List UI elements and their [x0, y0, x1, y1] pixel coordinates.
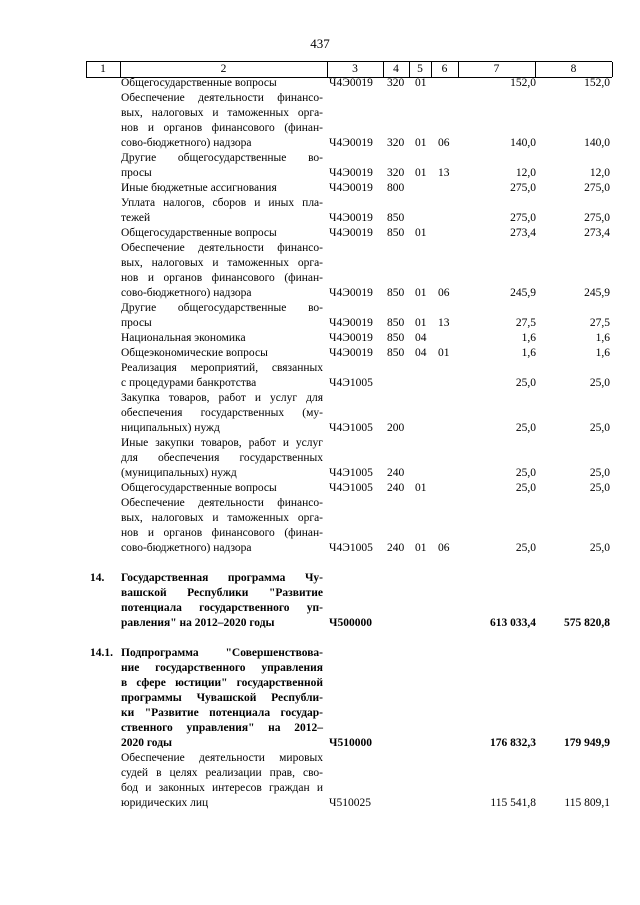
row-description [121, 751, 323, 811]
cell-col-4: 850 [387, 212, 405, 224]
description-line: Обеспечение деятельности мировых [121, 752, 323, 764]
cell-col-7: 275,0 [510, 212, 536, 224]
cell-col-3: Ч4Э0019 [329, 317, 373, 329]
cell-col-8: 275,0 [584, 212, 610, 224]
cell-col-4: 200 [387, 422, 405, 434]
cell-col-3: Ч510000 [329, 737, 372, 749]
header-col-5: 5 [417, 63, 423, 75]
header-divider [612, 62, 613, 77]
table-row [0, 196, 640, 226]
cell-col-3: Ч4Э0019 [329, 287, 373, 299]
cell-col-8: 25,0 [589, 467, 610, 479]
cell-col-7: 273,4 [510, 227, 536, 239]
cell-col-7: 176 832,3 [490, 737, 536, 749]
cell-col-7: 12,0 [515, 167, 536, 179]
table-row [0, 751, 640, 811]
cell-col-8: 273,4 [584, 227, 610, 239]
cell-col-3: Ч510025 [329, 797, 371, 809]
description-line: Общеэкономические вопросы [121, 347, 268, 359]
table-row [0, 391, 640, 436]
description-line: Уплата налогов, сборов и иных пла- [121, 197, 323, 209]
description-line: равления" на 2012–2020 годы [121, 617, 275, 629]
description-line: Иные закупки товаров, работ и услуг [121, 437, 323, 449]
cell-col-3: Ч4Э0019 [329, 137, 373, 149]
row-number: 14. [90, 572, 105, 584]
cell-col-3: Ч4Э0019 [329, 167, 373, 179]
cell-col-8: 12,0 [589, 167, 610, 179]
cell-col-5: 01 [415, 287, 427, 299]
description-line: обеспечения государственных (му- [121, 407, 323, 419]
description-line: просы [121, 317, 152, 329]
cell-col-8: 1,6 [595, 347, 610, 359]
description-line: в сфере юстиции" государственной [121, 677, 323, 689]
cell-col-7: 1,6 [521, 332, 536, 344]
cell-col-8: 140,0 [584, 137, 610, 149]
table-row [0, 346, 640, 361]
description-line: потенциала государственного уп- [121, 602, 323, 614]
cell-col-7: 140,0 [510, 137, 536, 149]
table-row [0, 301, 640, 331]
header-col-7: 7 [493, 63, 500, 75]
description-line: для обеспечения государственных [121, 452, 323, 464]
cell-col-3: Ч4Э1005 [329, 422, 373, 434]
cell-col-8: 25,0 [589, 482, 610, 494]
description-line: сово-бюджетного) надзора [121, 137, 252, 149]
cell-col-6: 01 [438, 347, 450, 359]
table-row [0, 181, 640, 196]
cell-col-3: Ч4Э0019 [329, 332, 373, 344]
description-line: 2020 годы [121, 737, 173, 749]
table-row [0, 226, 640, 241]
description-line: юридических лиц [121, 797, 209, 809]
cell-col-5: 01 [415, 137, 427, 149]
cell-col-5: 01 [415, 482, 427, 494]
cell-col-4: 850 [387, 287, 405, 299]
cell-col-3: Ч4Э0019 [329, 212, 373, 224]
table-row [0, 331, 640, 346]
description-line: Подпрограмма "Совершенствова- [121, 647, 323, 659]
header-col-8: 8 [570, 63, 577, 75]
cell-col-4: 850 [387, 317, 405, 329]
cell-col-3: Ч4Э1005 [329, 482, 373, 494]
header-col-1: 1 [100, 63, 106, 75]
description-line: Другие общегосударственные во- [121, 152, 323, 164]
description-line: Закупка товаров, работ и услуг для [121, 392, 323, 404]
cell-col-8: 152,0 [584, 77, 610, 89]
description-line: тежей [121, 212, 151, 224]
description-line: сово-бюджетного) надзора [121, 542, 252, 554]
description-line: вашской Республики "Развитие [121, 587, 323, 599]
row-description [121, 226, 323, 241]
cell-col-3: Ч4Э0019 [329, 227, 373, 239]
cell-col-3: Ч500000 [329, 617, 372, 629]
row-description [121, 76, 323, 91]
cell-col-6: 06 [438, 542, 450, 554]
row-description [121, 436, 323, 481]
description-line: Национальная экономика [121, 332, 246, 344]
header-col-4: 4 [393, 63, 399, 75]
cell-col-8: 25,0 [589, 377, 610, 389]
cell-col-8: 115 809,1 [564, 797, 610, 809]
description-line: вых, налоговых и таможенных орга- [121, 107, 323, 119]
cell-col-7: 1,6 [521, 347, 536, 359]
description-line: сово-бюджетного) надзора [121, 287, 252, 299]
table-row [0, 481, 640, 496]
cell-col-8: 25,0 [589, 542, 610, 554]
table-row [0, 76, 640, 91]
cell-col-5: 01 [415, 317, 427, 329]
description-line: ниципальных) нужд [121, 422, 220, 434]
cell-col-5: 04 [415, 332, 427, 344]
description-line: вых, налоговых и таможенных орга- [121, 512, 323, 524]
description-line: вых, налоговых и таможенных орга- [121, 257, 323, 269]
description-line: программы Чувашской Республи- [121, 692, 323, 704]
cell-col-4: 240 [387, 542, 405, 554]
cell-col-4: 320 [387, 167, 405, 179]
cell-col-7: 245,9 [510, 287, 536, 299]
cell-col-6: 13 [438, 317, 450, 329]
cell-col-6: 13 [438, 167, 450, 179]
header-col-6: 6 [441, 63, 448, 75]
cell-col-8: 575 820,8 [564, 617, 610, 629]
description-line: с процедурами банкротства [121, 377, 257, 389]
description-line: просы [121, 167, 152, 179]
table-row [0, 436, 640, 481]
table-row [0, 646, 640, 751]
cell-col-5: 01 [415, 542, 427, 554]
header-col-2: 2 [220, 63, 227, 75]
cell-col-8: 245,9 [584, 287, 610, 299]
cell-col-3: Ч4Э1005 [329, 377, 373, 389]
cell-col-8: 275,0 [584, 182, 610, 194]
cell-col-7: 25,0 [515, 482, 536, 494]
row-description [121, 196, 323, 226]
row-description [121, 646, 323, 751]
row-description [121, 301, 323, 331]
row-description [121, 331, 323, 346]
description-line: Государственная программа Чу- [121, 572, 323, 584]
cell-col-8: 1,6 [595, 332, 610, 344]
row-description [121, 91, 323, 151]
description-line: нов и органов финансового (финан- [121, 122, 323, 134]
description-line: (муниципальных) нужд [121, 467, 237, 479]
cell-col-7: 25,0 [515, 467, 536, 479]
cell-col-7: 25,0 [515, 422, 536, 434]
row-description [121, 241, 323, 301]
cell-col-7: 275,0 [510, 182, 536, 194]
table-row [0, 496, 640, 556]
cell-col-8: 27,5 [589, 317, 610, 329]
cell-col-6: 06 [438, 287, 450, 299]
table-row [0, 361, 640, 391]
description-line: Иные бюджетные ассигнования [121, 182, 277, 194]
row-description [121, 181, 323, 196]
description-line: Общегосударственные вопросы [121, 482, 277, 494]
cell-col-3: Ч4Э1005 [329, 542, 373, 554]
cell-col-4: 240 [387, 467, 405, 479]
description-line: Обеспечение деятельности финансо- [121, 497, 323, 509]
cell-col-4: 320 [387, 77, 405, 89]
row-description [121, 346, 323, 361]
cell-col-3: Ч4Э1005 [329, 467, 373, 479]
description-line: нов и органов финансового (финан- [121, 527, 323, 539]
cell-col-7: 25,0 [515, 377, 536, 389]
cell-col-6: 06 [438, 137, 450, 149]
header-col-3: 3 [352, 63, 358, 75]
table-row [0, 241, 640, 301]
description-line: судей в целях реализации прав, сво- [121, 767, 323, 779]
cell-col-5: 01 [415, 227, 427, 239]
table-row [0, 91, 640, 151]
cell-col-5: 01 [415, 77, 427, 89]
row-description [121, 481, 323, 496]
cell-col-7: 115 541,8 [490, 797, 536, 809]
row-description [121, 496, 323, 556]
description-line: Реализация мероприятий, связанных [121, 362, 323, 374]
cell-col-7: 152,0 [510, 77, 536, 89]
cell-col-5: 01 [415, 167, 427, 179]
cell-col-3: Ч4Э0019 [329, 182, 373, 194]
description-line: нов и органов финансового (финан- [121, 272, 323, 284]
cell-col-8: 25,0 [589, 422, 610, 434]
cell-col-4: 850 [387, 332, 405, 344]
table-row [0, 151, 640, 181]
cell-col-4: 850 [387, 347, 405, 359]
page-number: 437 [310, 36, 330, 51]
description-line: бод и законных интересов граждан и [121, 782, 323, 794]
cell-col-8: 179 949,9 [564, 737, 610, 749]
description-line: ственного управления" на 2012– [121, 722, 323, 734]
cell-col-7: 25,0 [515, 542, 536, 554]
description-line: Общегосударственные вопросы [121, 77, 277, 89]
description-line: Обеспечение деятельности финансо- [121, 242, 323, 254]
cell-col-4: 240 [387, 482, 405, 494]
cell-col-4: 800 [387, 182, 405, 194]
row-description [121, 151, 323, 181]
description-line: Другие общегосударственные во- [121, 302, 323, 314]
cell-col-5: 04 [415, 347, 427, 359]
cell-col-7: 613 033,4 [490, 617, 536, 629]
row-description [121, 391, 323, 436]
row-description [121, 361, 323, 391]
row-description [121, 571, 323, 631]
description-line: ки "Развитие потенциала государ- [121, 707, 323, 719]
cell-col-4: 850 [387, 227, 405, 239]
description-line: Обеспечение деятельности финансо- [121, 92, 323, 104]
cell-col-3: Ч4Э0019 [329, 347, 373, 359]
cell-col-3: Ч4Э0019 [329, 77, 373, 89]
row-number: 14.1. [90, 647, 113, 659]
description-line: ние государственного управления [121, 662, 323, 674]
cell-col-4: 320 [387, 137, 405, 149]
description-line: Общегосударственные вопросы [121, 227, 277, 239]
table-row [0, 571, 640, 631]
cell-col-7: 27,5 [515, 317, 536, 329]
